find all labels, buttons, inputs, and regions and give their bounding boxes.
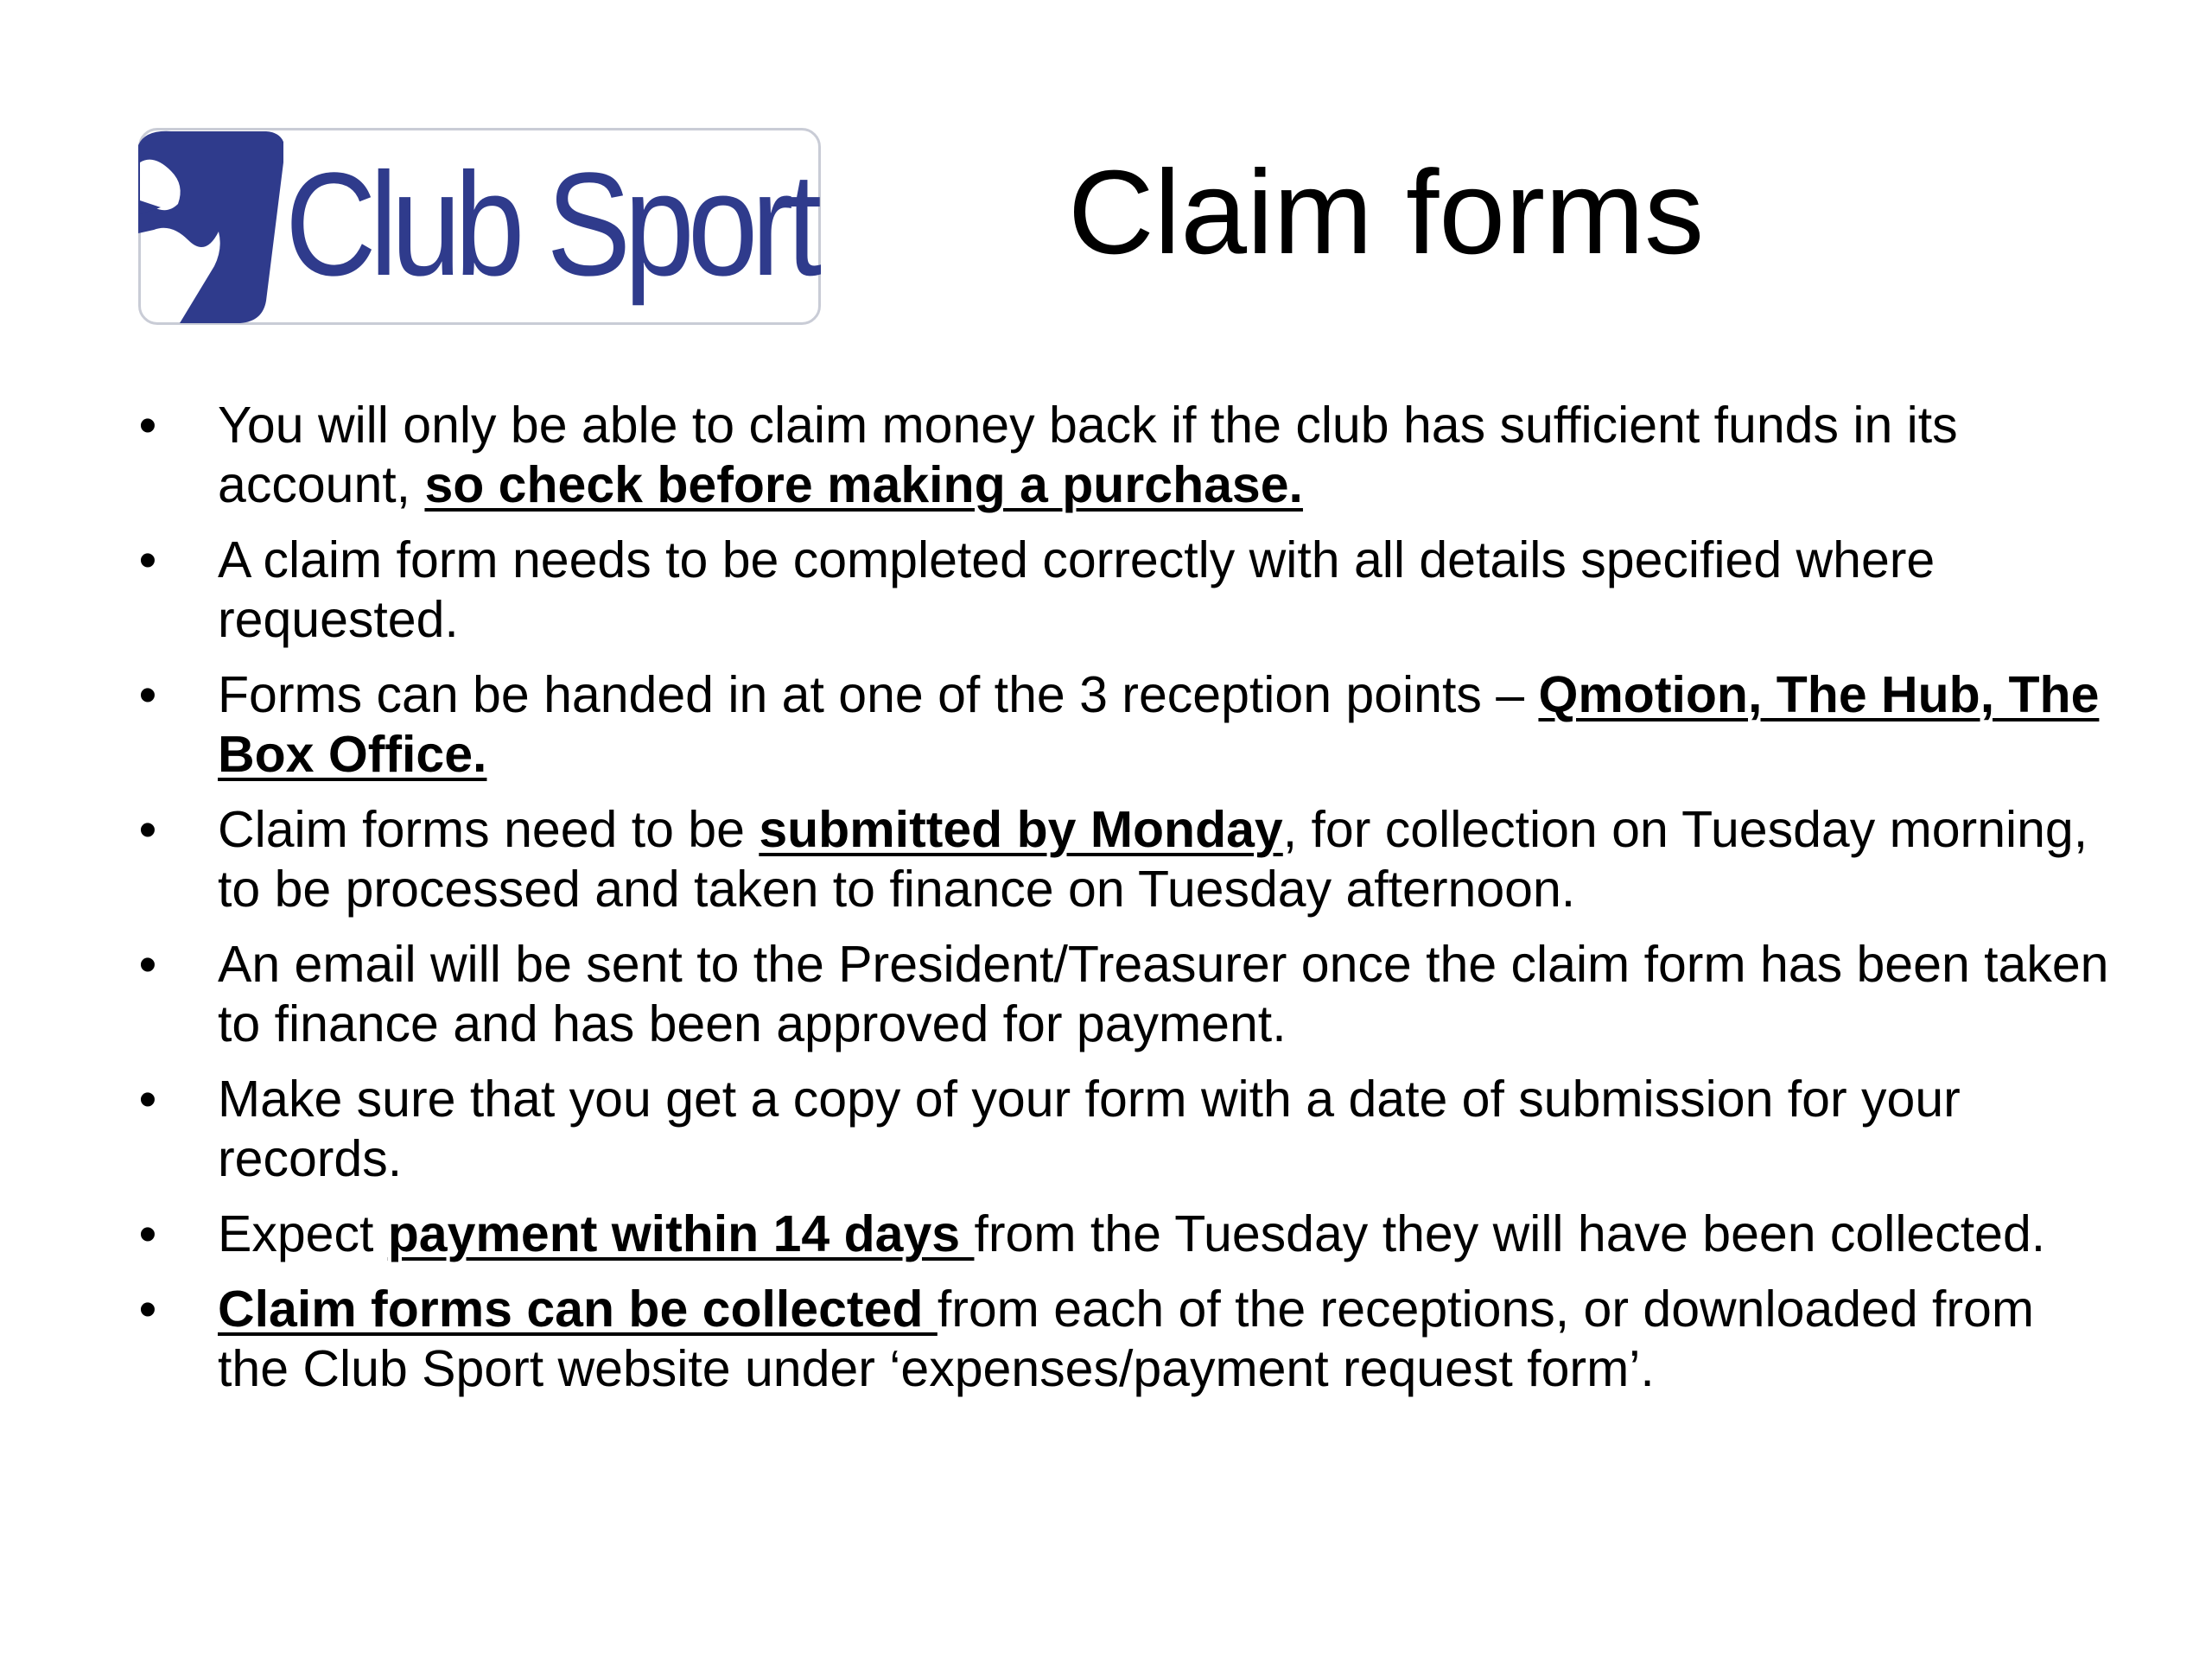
page-title: Claim forms bbox=[1068, 146, 1705, 279]
item-emphasis: Claim forms can be collected bbox=[218, 1281, 938, 1338]
item-text: You will only be able to claim money back if the club has sufficient funds in its account, bbox=[218, 397, 1958, 513]
bullet-icon: • bbox=[138, 1205, 157, 1262]
item-text-tail: , for collection on Tuesday morning, to be processed and taken to finance on Tuesday afternoon. bbox=[218, 801, 2088, 918]
club-sport-logo-icon bbox=[137, 128, 283, 325]
item-text-tail: from the Tuesday they will have been collected. bbox=[974, 1205, 2046, 1262]
bullet-icon: • bbox=[138, 666, 157, 723]
list-item bbox=[130, 665, 2117, 785]
item-text: A claim form needs to be completed correctly with all details specified where requested. bbox=[218, 531, 1936, 648]
item-emphasis: so check before making a purchase. bbox=[424, 456, 1303, 513]
bullet-icon: • bbox=[138, 531, 157, 588]
list-item bbox=[130, 1205, 2117, 1264]
bullet-icon: • bbox=[138, 397, 157, 454]
list-item bbox=[130, 1070, 2117, 1189]
list-item bbox=[130, 396, 2117, 515]
bullet-icon: • bbox=[138, 936, 157, 993]
bullet-icon: • bbox=[138, 801, 157, 858]
item-emphasis: payment within 14 days bbox=[387, 1205, 975, 1262]
item-text: Make sure that you get a copy of your form with a date of submission for your records. bbox=[218, 1071, 1961, 1187]
bullet-icon: • bbox=[138, 1071, 157, 1128]
claim-rules-list bbox=[130, 396, 2117, 1414]
item-text: An email will be sent to the President/Treasurer once the claim form has been taken to finance and has been approved for payment. bbox=[218, 936, 2109, 1052]
logo-text: Club Sport bbox=[285, 143, 816, 307]
list-item bbox=[130, 800, 2117, 919]
item-text-tail: from each of the receptions, or downloaded from the Club Sport website under ‘expenses/payment request form’. bbox=[218, 1281, 2035, 1397]
item-emphasis: Qmotion, The Hub, The Box Office. bbox=[218, 666, 2100, 783]
list-item bbox=[130, 935, 2117, 1054]
item-text: Expect bbox=[218, 1205, 388, 1262]
list-item bbox=[130, 531, 2117, 650]
item-emphasis: submitted by Monday bbox=[759, 801, 1283, 858]
list-item bbox=[130, 1280, 2117, 1399]
bullet-icon: • bbox=[138, 1281, 157, 1338]
item-text: Forms can be handed in at one of the 3 reception points – bbox=[218, 666, 1539, 723]
item-text: Claim forms need to be bbox=[218, 801, 760, 858]
